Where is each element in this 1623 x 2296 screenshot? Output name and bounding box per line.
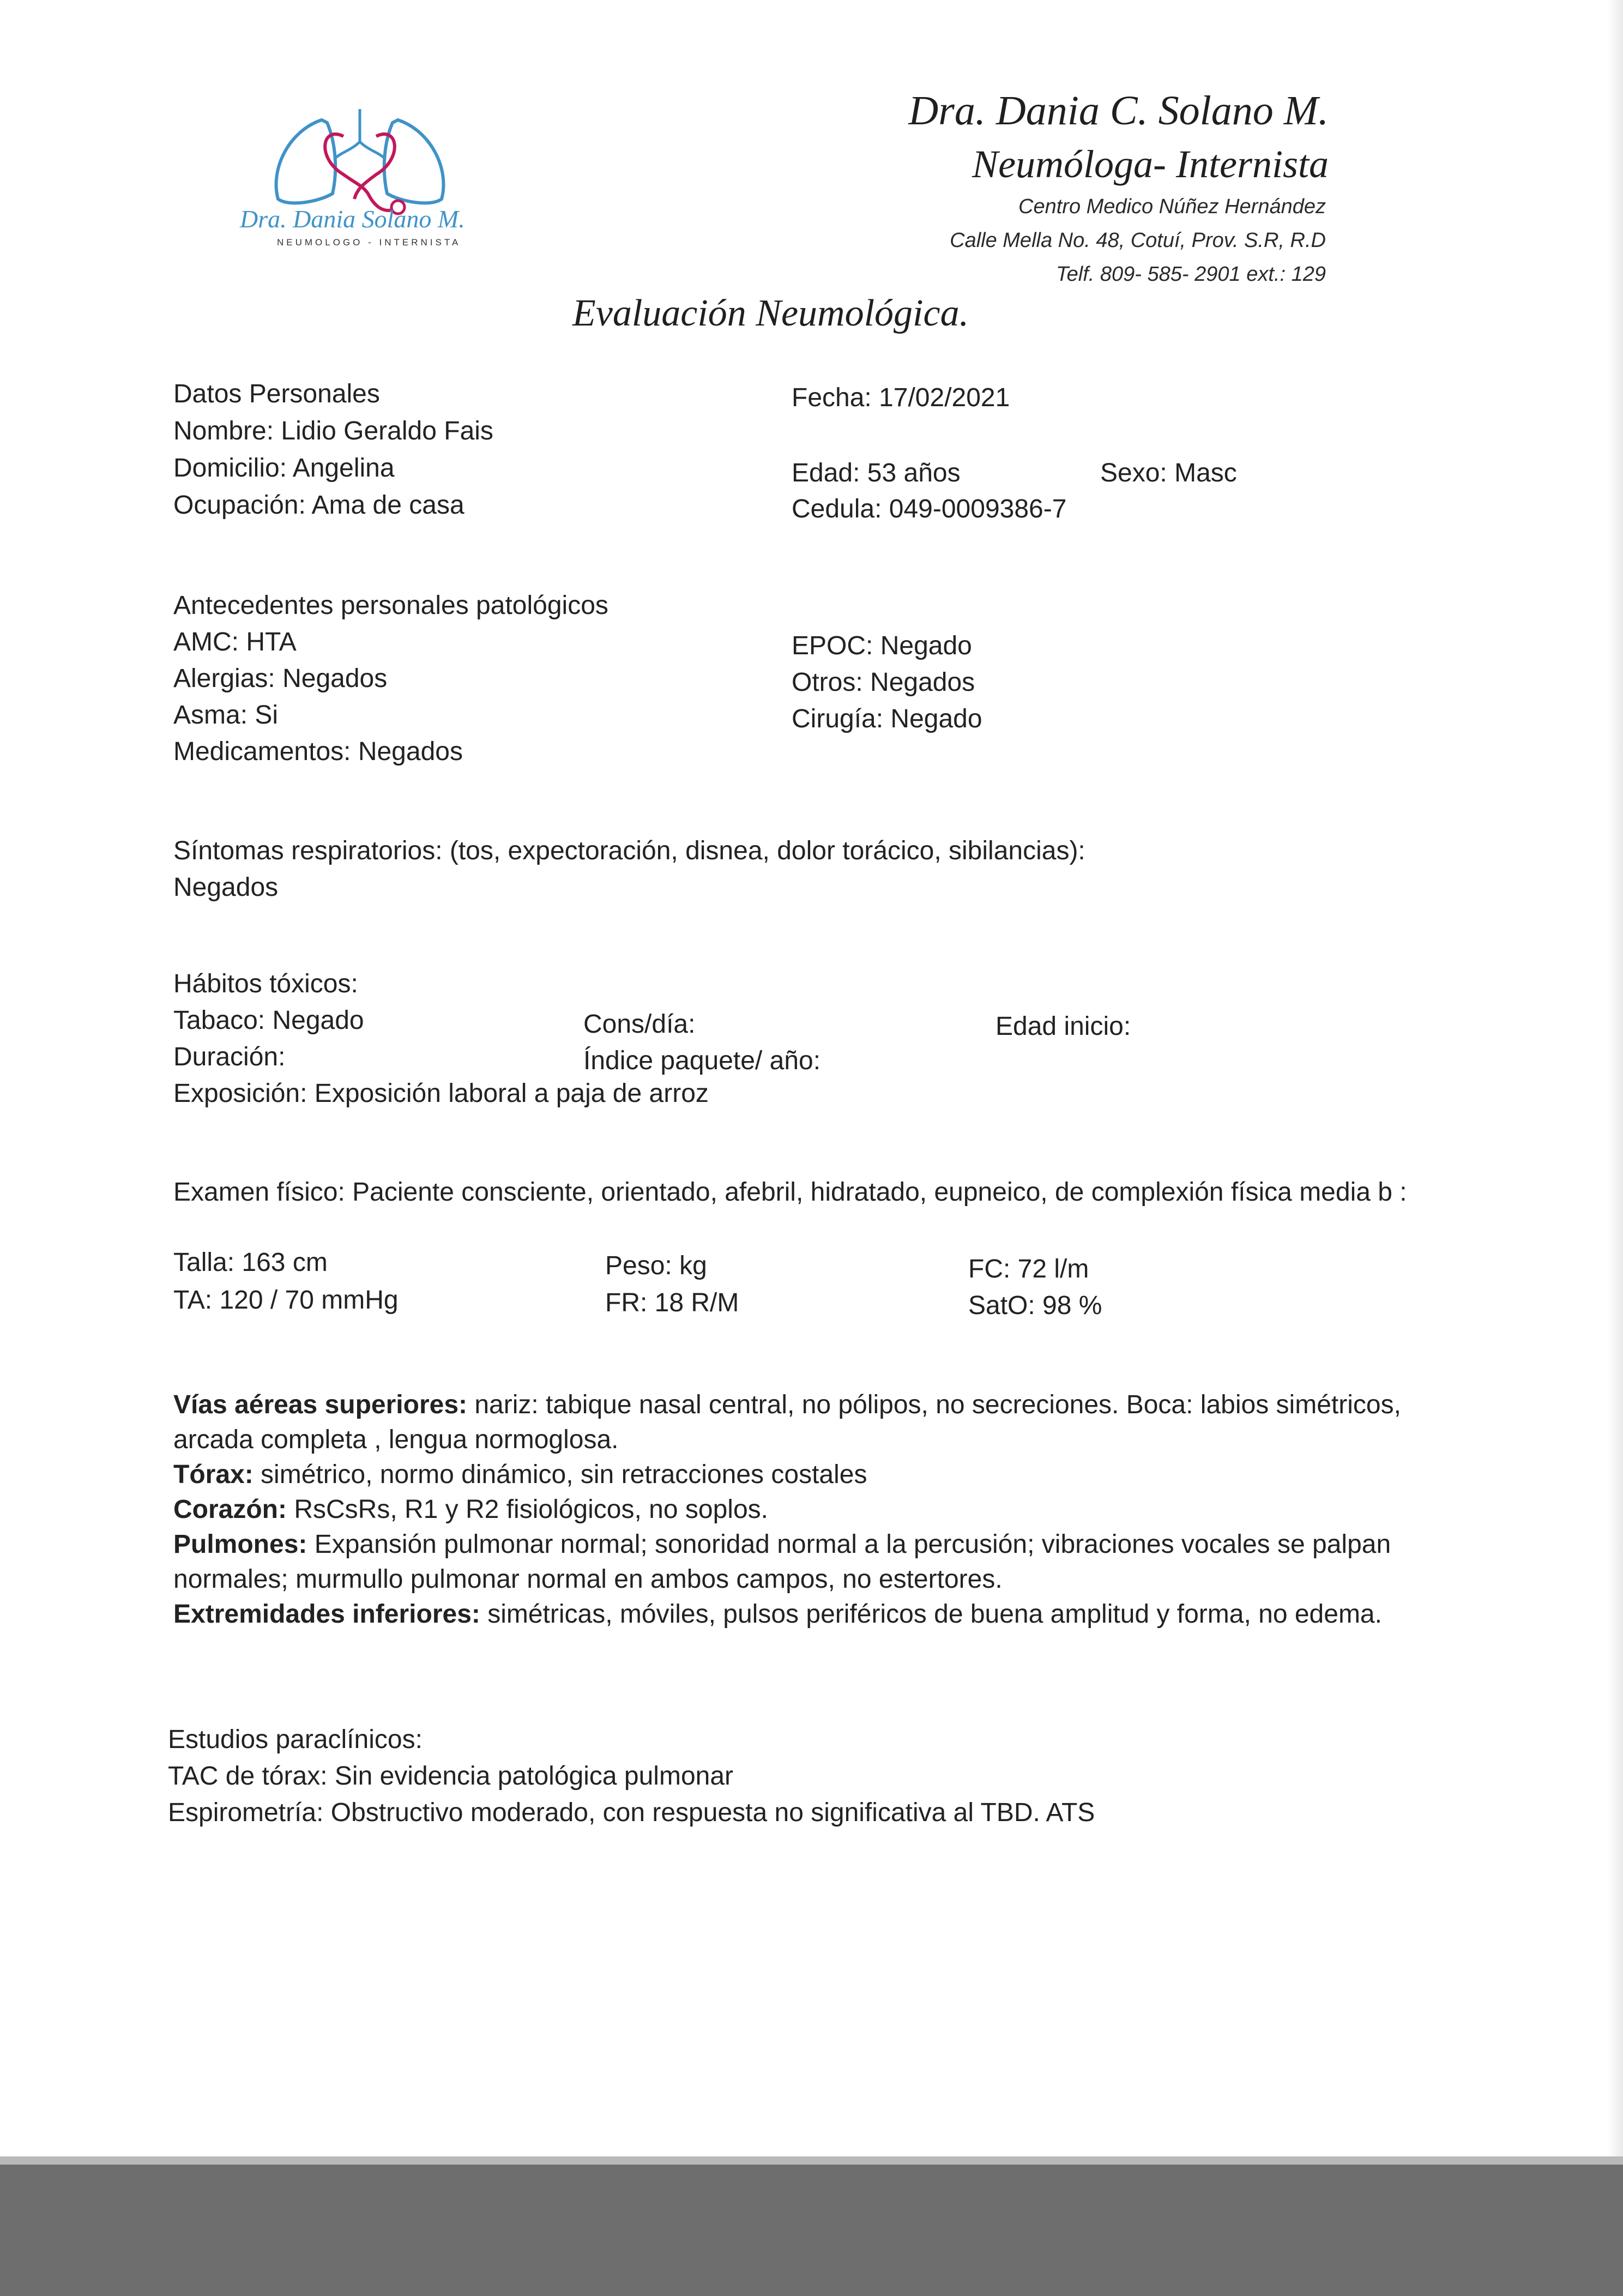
personal-heading: Datos Personales xyxy=(173,379,380,408)
hallazgo-torax-label: Tórax: xyxy=(173,1460,254,1489)
hallazgo-pulmones xyxy=(173,1527,1405,1597)
center-address: Calle Mella No. 48, Cotuí, Prov. S.R, R.D xyxy=(950,229,1326,252)
personal-domicilio: Domicilio: Angelina xyxy=(173,454,395,483)
examen-sato: SatO: 98 % xyxy=(968,1291,1102,1320)
center-name: Centro Medico Núñez Hernández xyxy=(1018,195,1326,218)
antecedentes-epoc: EPOC: Negado xyxy=(792,631,972,660)
sintomas-heading: Síntomas respiratorios: (tos, expectoración, disnea, dolor torácico, sibilancias): xyxy=(173,836,1085,865)
hallazgo-torax-text: simétrico, normo dinámico, sin retracciones costales xyxy=(253,1460,867,1489)
doctor-specialty: Neumóloga- Internista xyxy=(972,142,1329,186)
hallazgo-vias-aereas xyxy=(173,1388,1405,1457)
hallazgo-torax xyxy=(173,1457,1405,1492)
estudios-tac: TAC de tórax: Sin evidencia patológica pulmonar xyxy=(168,1762,734,1791)
examen-ta: TA: 120 / 70 mmHg xyxy=(173,1286,399,1315)
doctor-name: Dra. Dania C. Solano M. xyxy=(908,88,1329,134)
hallazgo-vias-text: nariz: tabique nasal central, no pólipos, no secreciones. Boca: labios simétricos, arcada completa , lengua normoglosa. xyxy=(173,1390,1401,1454)
antecedentes-cirugia: Cirugía: Negado xyxy=(792,704,982,733)
hallazgo-corazon-label: Corazón: xyxy=(173,1495,287,1524)
antecedentes-otros: Otros: Negados xyxy=(792,668,975,697)
examen-peso: Peso: kg xyxy=(605,1251,707,1280)
personal-nombre: Nombre: Lidio Geraldo Fais xyxy=(173,417,493,445)
estudios-heading: Estudios paraclínicos: xyxy=(168,1725,423,1754)
examen-talla: Talla: 163 cm xyxy=(173,1248,328,1277)
hallazgo-extremidades-label: Extremidades inferiores: xyxy=(173,1600,480,1629)
page-title: Evaluación Neumológica. xyxy=(572,292,969,334)
habitos-indice: Índice paquete/ año: xyxy=(583,1046,821,1075)
antecedentes-medicamentos: Medicamentos: Negados xyxy=(173,737,463,766)
habitos-exposicion: Exposición: Exposición laboral a paja de arroz xyxy=(173,1079,709,1108)
estudios-espirometria: Espirometría: Obstructivo moderado, con respuesta no significativa al TBD. ATS xyxy=(168,1798,1095,1827)
habitos-cons-dia: Cons/día: xyxy=(583,1010,696,1039)
hallazgo-corazon-text: RsCsRs, R1 y R2 fisiológicos, no soplos. xyxy=(286,1495,768,1524)
examen-fc: FC: 72 l/m xyxy=(968,1255,1089,1283)
hallazgo-pulmones-text: Expansión pulmonar normal; sonoridad normal a la percusión; vibraciones vocales se palpan normales; murmullo pulmonar normal en ambos campos, no estertores. xyxy=(173,1530,1391,1594)
hallazgo-extremidades xyxy=(173,1597,1405,1632)
clinic-logo xyxy=(218,104,502,262)
antecedentes-heading: Antecedentes personales patológicos xyxy=(173,591,608,620)
personal-edad: Edad: 53 años xyxy=(792,459,961,487)
habitos-edad-inicio: Edad inicio: xyxy=(995,1012,1131,1041)
hallazgo-extremidades-text: simétricas, móviles, pulsos periféricos de buena amplitud y forma, no edema. xyxy=(480,1600,1382,1629)
antecedentes-amc: AMC: HTA xyxy=(173,628,297,656)
personal-cedula: Cedula: 049-0009386-7 xyxy=(792,495,1067,523)
examen-text: Examen físico: Paciente consciente, orientado, afebril, hidratado, eupneico, de complexión física media b : xyxy=(173,1178,1407,1207)
personal-fecha: Fecha: 17/02/2021 xyxy=(792,383,1010,412)
sintomas-value: Negados xyxy=(173,873,279,902)
habitos-tabaco: Tabaco: Negado xyxy=(173,1006,364,1035)
hallazgo-vias-label: Vías aéreas superiores: xyxy=(173,1390,467,1419)
hallazgo-pulmones-label: Pulmones: xyxy=(173,1530,307,1559)
antecedentes-alergias: Alergias: Negados xyxy=(173,664,388,693)
logo-script-name: Dra. Dania Solano M. xyxy=(240,205,465,233)
scan-right-edge xyxy=(1608,0,1623,2165)
hallazgo-corazon xyxy=(173,1492,1405,1527)
antecedentes-asma: Asma: Si xyxy=(173,701,279,730)
personal-sexo: Sexo: Masc xyxy=(1100,459,1237,487)
examen-fr: FR: 18 R/M xyxy=(605,1288,739,1317)
center-phone: Telf. 809- 585- 2901 ext.: 129 xyxy=(1055,263,1326,286)
habitos-duracion: Duración: xyxy=(173,1042,286,1071)
logo-caption: NEUMOLOGO - INTERNISTA xyxy=(277,237,461,248)
scan-background-strip xyxy=(0,2165,1623,2296)
habitos-heading: Hábitos tóxicos: xyxy=(173,969,358,998)
personal-ocupacion: Ocupación: Ama de casa xyxy=(173,491,464,520)
